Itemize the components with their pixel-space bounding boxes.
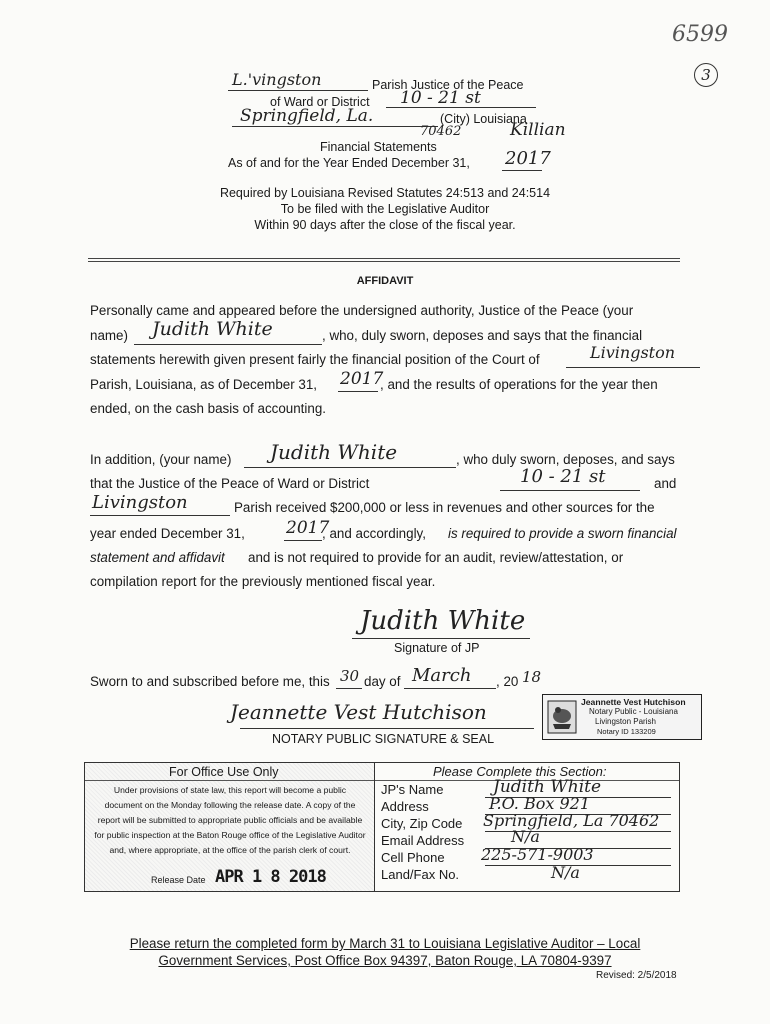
footer-line2: Government Services, Post Office Box 94397, Baton Rouge, LA 70804-9397 bbox=[158, 953, 612, 968]
office-use-line5: and, where appropriate, at the office of the parish clerk of court. bbox=[109, 845, 351, 855]
address-value: P.O. Box 921 bbox=[489, 794, 590, 813]
year-handwritten: 2017 bbox=[505, 148, 551, 169]
ward-prefix: of Ward or District bbox=[270, 95, 370, 109]
footer-line1: Please return the completed form by March 31 to Louisiana Legislative Auditor – Local bbox=[129, 936, 641, 951]
notary-signature: Jeannette Vest Hutchison bbox=[230, 700, 487, 724]
p1-line2-a: name) bbox=[90, 328, 128, 343]
circled-number-text: 3 bbox=[701, 66, 711, 84]
p1-name-underline bbox=[134, 344, 322, 345]
office-use-title: For Office Use Only bbox=[169, 765, 279, 779]
p2-line4-b: , and accordingly, bbox=[322, 526, 426, 541]
p2-line4-c: is required to provide a sworn financial bbox=[448, 526, 677, 541]
notary-label: NOTARY PUBLIC SIGNATURE & SEAL bbox=[272, 732, 495, 746]
sworn-text-a: Sworn to and subscribed before me, this bbox=[90, 674, 330, 689]
address-label: Address bbox=[381, 799, 429, 814]
p2-line5-b: and is not required to provide for an audit, review/attestation, or bbox=[248, 550, 624, 565]
sworn-text-b: day of bbox=[364, 674, 401, 689]
year-underline bbox=[502, 170, 542, 171]
p1-line2-b: , who, duly sworn, deposes and says that the financial bbox=[322, 328, 643, 343]
sworn-day: 30 bbox=[340, 667, 360, 685]
email-label: Email Address bbox=[381, 833, 465, 848]
p2-line2-b: and bbox=[654, 476, 677, 491]
jp-name-value: Judith White bbox=[493, 777, 602, 797]
sworn-month: March bbox=[412, 665, 472, 686]
affidavit-title: AFFIDAVIT bbox=[356, 275, 414, 287]
seal-line1: Jeannette Vest Hutchison bbox=[581, 697, 686, 707]
ward-handwritten: 10 - 21 st bbox=[400, 88, 481, 108]
city-zip-label: City, Zip Code bbox=[381, 816, 463, 831]
extra-handwritten: Killian bbox=[510, 120, 566, 140]
email-value: N/a bbox=[511, 827, 540, 846]
p1-line4-b: , and the results of operations for the year then bbox=[380, 377, 658, 392]
p2-parish-handwritten: Livingston bbox=[92, 492, 188, 513]
year-line-prefix: As of and for the Year Ended December 31, bbox=[228, 156, 470, 170]
p1-parish-underline bbox=[566, 367, 700, 368]
office-use-title-rule bbox=[85, 780, 375, 781]
p2-year-handwritten: 2017 bbox=[286, 518, 330, 538]
p1-line3-a: statements herewith given present fairly the financial position of the Court of bbox=[90, 352, 540, 367]
office-use-line2: document on the Monday following the release date. A copy of the bbox=[104, 800, 356, 810]
p2-line3: Parish received $200,000 or less in revenues and other sources for the bbox=[234, 500, 655, 515]
p1-line1: Personally came and appeared before the undersigned authority, Justice of the Peace (your bbox=[90, 303, 634, 318]
required-line1: Required by Louisiana Revised Statutes 24:513 and 24:514 bbox=[219, 186, 551, 200]
p2-line1-a: In addition, (your name) bbox=[90, 452, 232, 467]
sworn-text-c: , 20 bbox=[496, 674, 519, 689]
p1-parish-handwritten: Livingston bbox=[590, 343, 676, 362]
parish-handwritten: L.'vingston bbox=[232, 70, 322, 89]
p2-parish-underline bbox=[90, 515, 230, 516]
office-use-line3: report will be submitted to appropriate public officials and be available bbox=[97, 815, 363, 825]
jp-info-title: Please Complete this Section: bbox=[433, 764, 607, 779]
land-fax-value: N/a bbox=[551, 863, 580, 882]
p2-year-underline bbox=[284, 540, 322, 541]
p2-line2-a: that the Justice of the Peace of Ward or District bbox=[90, 476, 370, 491]
city-zip-value: Springfield, La 70462 bbox=[483, 811, 660, 830]
notary-seal bbox=[542, 694, 702, 740]
jp-signature-label: Signature of JP bbox=[394, 641, 480, 655]
p1-year-underline bbox=[338, 391, 378, 392]
jp-signature-line bbox=[352, 638, 530, 639]
circled-number bbox=[694, 63, 718, 87]
p2-ward-underline bbox=[500, 490, 640, 491]
doc-number: 6599 bbox=[672, 22, 728, 47]
cell-phone-value: 225-571-9003 bbox=[481, 845, 594, 864]
p1-year-handwritten: 2017 bbox=[340, 369, 384, 389]
office-use-line1: Under provisions of state law, this report will become a public bbox=[113, 785, 347, 795]
seal-line3: Livingston Parish bbox=[595, 717, 656, 726]
required-line3: Within 90 days after the close of the fiscal year. bbox=[254, 218, 516, 232]
p2-line5-a: statement and affidavit bbox=[90, 550, 225, 565]
divider-top-2 bbox=[88, 261, 680, 262]
sworn-year: 18 bbox=[522, 668, 542, 686]
p2-line1-b: , who duly sworn, deposes, and says bbox=[456, 452, 675, 467]
office-use-box bbox=[84, 762, 376, 892]
ward-underline bbox=[386, 107, 536, 108]
p2-line6: compilation report for the previously mentioned fiscal year. bbox=[90, 574, 436, 589]
jp-signature: Judith White bbox=[360, 606, 526, 636]
revised-date: Revised: 2/5/2018 bbox=[596, 970, 677, 981]
p2-name-handwritten: Judith White bbox=[270, 440, 398, 464]
release-date-label: Release Date bbox=[151, 875, 206, 885]
required-line2: To be filed with the Legislative Auditor bbox=[280, 202, 490, 216]
p1-line5: ended, on the cash basis of accounting. bbox=[90, 401, 326, 416]
parish-underline bbox=[228, 90, 368, 91]
city-label: (City) Louisiana bbox=[440, 112, 527, 126]
cell-phone-label: Cell Phone bbox=[381, 850, 445, 865]
release-date-stamp: APR 1 8 2018 bbox=[215, 867, 326, 887]
statements-title: Financial Statements bbox=[320, 140, 437, 154]
city-underline bbox=[232, 126, 438, 127]
parish-label: Parish Justice of the Peace bbox=[372, 78, 524, 92]
seal-line4: Notary ID 133209 bbox=[597, 727, 656, 736]
zip-handwritten: 70462 bbox=[420, 124, 462, 139]
divider-top bbox=[88, 258, 680, 259]
p2-name-underline bbox=[244, 467, 456, 468]
pelican-emblem-icon bbox=[547, 700, 577, 734]
notary-signature-line bbox=[240, 728, 534, 729]
sworn-month-underline bbox=[404, 688, 496, 689]
jp-info-box bbox=[374, 762, 680, 892]
office-use-line4: for public inspection at the Baton Rouge office of the Legislative Auditor bbox=[94, 830, 366, 840]
seal-line2: Notary Public - Louisiana bbox=[589, 707, 678, 716]
p1-line4-a: Parish, Louisiana, as of December 31, bbox=[90, 377, 318, 392]
land-fax-label: Land/Fax No. bbox=[381, 867, 460, 882]
p2-line4-a: year ended December 31, bbox=[90, 526, 245, 541]
city-handwritten: Springfield, La. bbox=[240, 106, 374, 126]
jp-name-label: JP's Name bbox=[381, 782, 444, 797]
p2-ward-handwritten: 10 - 21 st bbox=[520, 466, 606, 487]
sworn-day-underline bbox=[336, 688, 362, 689]
p1-name-handwritten: Judith White bbox=[152, 318, 273, 340]
